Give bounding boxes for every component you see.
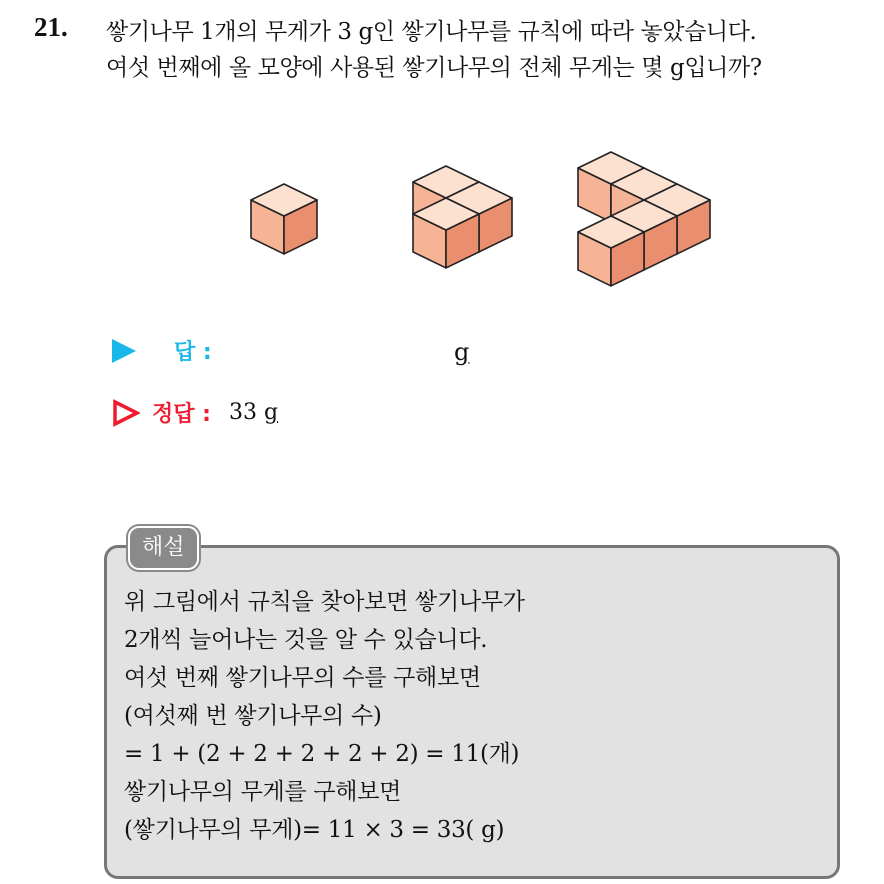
answer-row <box>112 335 212 366</box>
question-text <box>106 14 876 86</box>
figure-1-one-cube <box>251 184 317 254</box>
explanation-tag: 해설 <box>128 526 199 570</box>
correct-answer-value: 33 g <box>228 400 279 425</box>
outline-triangle-icon <box>112 399 140 427</box>
answer-unit: g <box>454 338 470 366</box>
explanation-line: 2개씩 늘어나는 것을 알 수 있습니다. <box>124 627 488 653</box>
play-triangle-icon <box>112 339 136 363</box>
explanation-line: (쌓기나무의 무게)= 11 × 3 = 33( g) <box>124 817 505 843</box>
question-number: 21. <box>34 12 68 42</box>
explanation-line: 쌓기나무의 무게를 구해보면 <box>124 779 402 805</box>
explanation-line: 위 그림에서 규칙을 찾아보면 쌓기나무가 <box>124 589 525 615</box>
explanation-text <box>124 583 525 849</box>
cube-pattern-figure <box>0 140 884 300</box>
explanation-line: 여섯 번째 쌓기나무의 수를 구해보면 <box>124 665 481 691</box>
correct-answer-row <box>112 397 278 428</box>
question-line-2: 여섯 번째에 올 모양에 사용된 쌓기나무의 전체 무게는 몇 g입니까? <box>106 55 762 81</box>
explanation-line: (여섯째 번 쌓기나무의 수) <box>124 703 382 729</box>
question-line-1: 쌓기나무 1개의 무게가 3 g인 쌓기나무를 규칙에 따라 놓았습니다. <box>106 19 757 45</box>
figure-2-three-cubes <box>413 166 512 268</box>
answer-label: 답 : <box>174 340 212 365</box>
correct-answer-label: 정답 : <box>152 402 211 427</box>
explanation-line: = 1 + (2 + 2 + 2 + 2 + 2) = 11(개) <box>124 741 520 767</box>
figure-3-five-cubes <box>578 152 710 286</box>
correct-answer-unit: g <box>263 400 279 425</box>
